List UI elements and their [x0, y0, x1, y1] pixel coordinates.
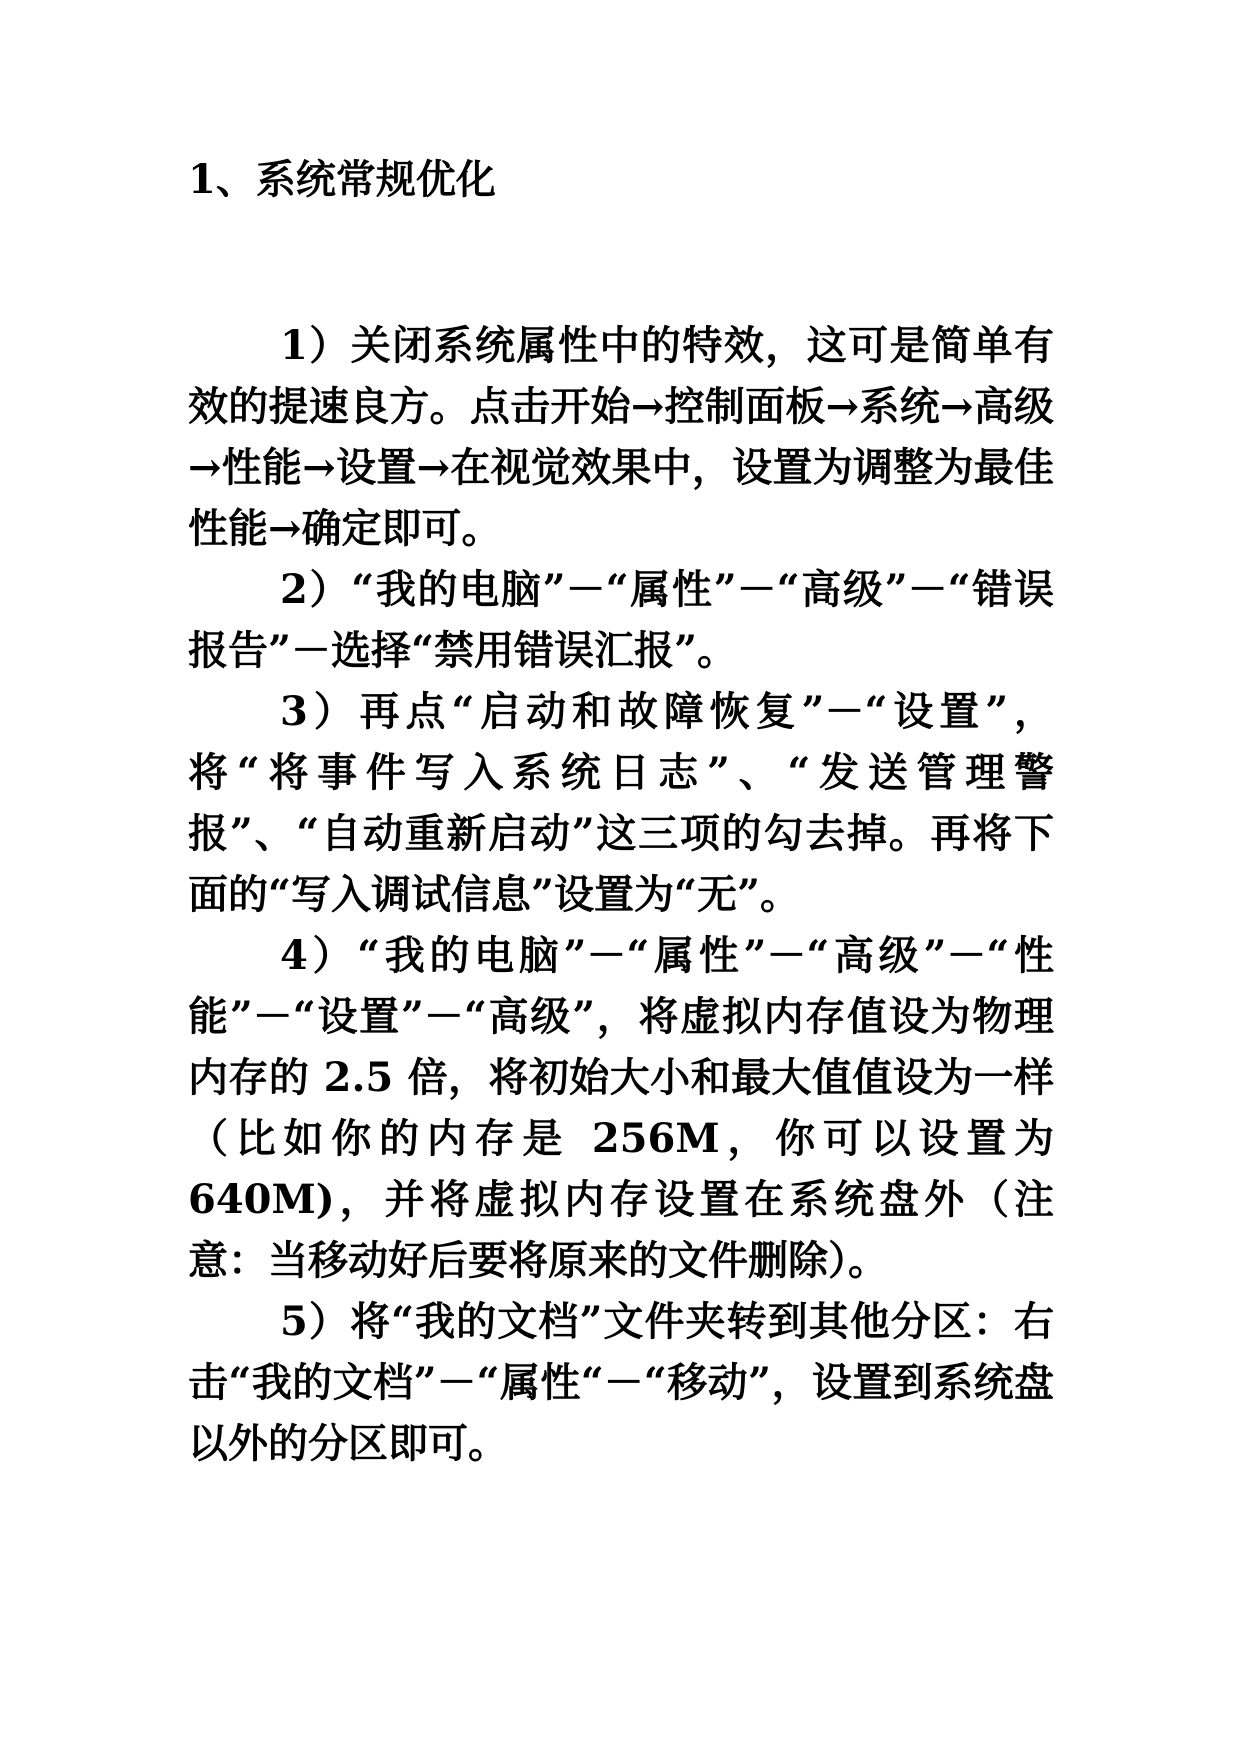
- paragraph-2: 2）“我的电脑”－“属性”－“高级”－“错误报告”－选择“禁用错误汇报”。: [188, 566, 1054, 674]
- paragraph-4: 4）“我的电脑”－“属性”－“高级”－“性能”－“设置”－“高级”，将虚拟内存值设为物理内存的 2.5 倍，将初始大小和最大值值设为一样（比如你的内存是 256M，你可以设置为 640M)，并将虚拟内存设置在系统盘外（注意：当移动好后要将原来的文件删除）。: [188, 932, 1054, 1284]
- section-heading: 1、系统常规优化: [188, 156, 496, 203]
- heading-spacer: [188, 210, 1054, 315]
- paragraph-1: 1）关闭系统属性中的特效，这可是简单有效的提速良方。点击开始→控制面板→系统→高级→性能→设置→在视觉效果中，设置为调整为最佳性能→确定即可。: [188, 322, 1054, 552]
- paragraph-5: 5）将“我的文档”文件夹转到其他分区：右击“我的文档”－“属性“－“移动”，设置到系统盘以外的分区即可。: [188, 1298, 1054, 1467]
- document-page: [188, 150, 1054, 1474]
- paragraph-3: 3）再点“启动和故障恢复”－“设置”，将“将事件写入系统日志”、“发送管理警报”、“自动重新启动”这三项的勾去掉。再将下面的“写入调试信息”设置为“无”。: [188, 688, 1054, 918]
